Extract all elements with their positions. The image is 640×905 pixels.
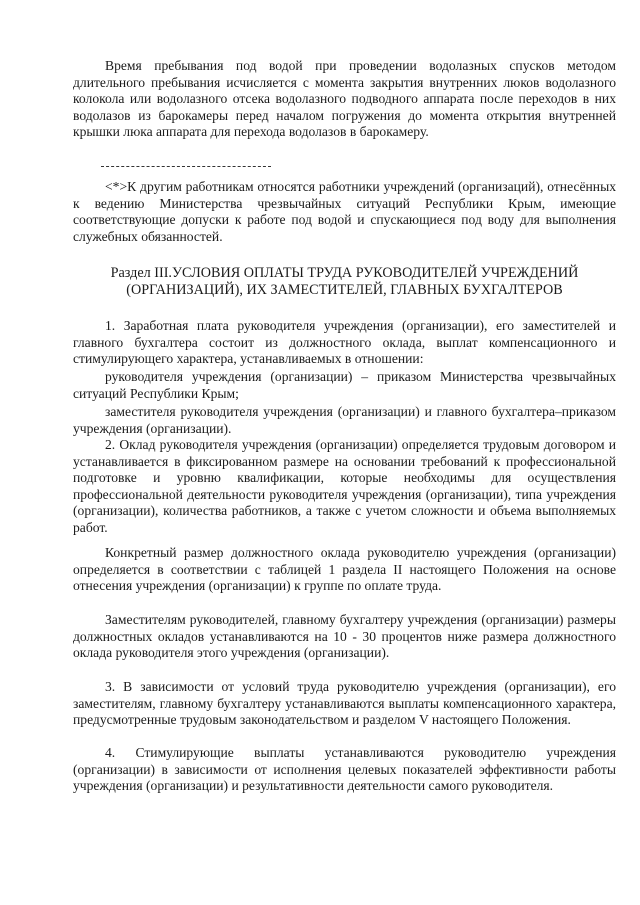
paragraph-deputies-salary: Заместителям руководителей, главному бухгалтеру учреждения (организации) размеры должностных окладов устанавливаются на 10 - 30 процентов ниже размера должностного оклада руководителя этого учреждения (организации). xyxy=(73,612,616,661)
footnote-separator xyxy=(101,166,271,167)
paragraph-deputy-order: заместителя руководителя учреждения (организации) и главного бухгалтера–приказом учреждения (организации). xyxy=(73,404,616,436)
section-heading-line-2: (ОРГАНИЗАЦИЙ), ИХ ЗАМЕСТИТЕЛЕЙ, ГЛАВНЫХ БУХГАЛТЕРОВ xyxy=(126,282,563,298)
paragraph-salary-size: Конкретный размер должностного оклада руководителю учреждения (организации) определяется в соответствии с таблицей 1 раздела II настоящего Положения на основе отнесения учреждения (организации) к группе по оплате труда. xyxy=(73,545,616,594)
section-heading xyxy=(73,265,616,299)
paragraph-item-1: 1. Заработная плата руководителя учреждения (организации), его заместителей и главного бухгалтера состоит из должностного оклада, выплат компенсационного и стимулирующего характера, устанавливаемых в отношении: xyxy=(73,318,616,367)
footnote: <*>К другим работникам относятся работники учреждений (организаций), отнесённых к ведению Министерства чрезвычайных ситуаций Республики Крым, имеющие соответствующие допуски к работе под водой и спускающиеся под воду для выполнения служебных обязанностей. xyxy=(73,179,616,244)
paragraph-dive-time: Время пребывания под водой при проведении водолазных спусков методом длительного пребывания исчисляется с момента закрытия внутренних люков водолазного колокола или водолазного отсека водолазного подводного аппарата после переходов в них водолазов из барокамеры перед началом погружения до момента открытия внутренней крышки люка аппарата для перехода водолазов в барокамеру. xyxy=(73,58,616,140)
paragraph-item-3: 3. В зависимости от условий труда руководителю учреждения (организации), его заместителям, главному бухгалтеру устанавливаются выплаты компенсационного характера, предусмотренные трудовым законодательством и разделом V настоящего Положения. xyxy=(73,679,616,728)
paragraph-director-order: руководителя учреждения (организации) – приказом Министерства чрезвычайных ситуаций Республики Крым; xyxy=(73,369,616,401)
paragraph-item-2: 2. Оклад руководителя учреждения (организации) определяется трудовым договором и устанавливается в фиксированном размере на основании требований к профессиональной подготовке и уровню квалификации, которые необходимы для осуществления профессиональной деятельности руководителя учреждения (организации), типа учреждения (организации), количества работников, а также с учетом сложности и объема выполняемых работ. xyxy=(73,437,616,535)
paragraph-item-4: 4. Стимулирующие выплаты устанавливаются руководителю учреждения (организации) в зависимости от исполнения целевых показателей эффективности работы учреждения (организации) и результативности деятельности самого руководителя. xyxy=(73,745,616,794)
section-heading-line-1: Раздел III.УСЛОВИЯ ОПЛАТЫ ТРУДА РУКОВОДИТЕЛЕЙ УЧРЕЖДЕНИЙ xyxy=(110,265,579,281)
